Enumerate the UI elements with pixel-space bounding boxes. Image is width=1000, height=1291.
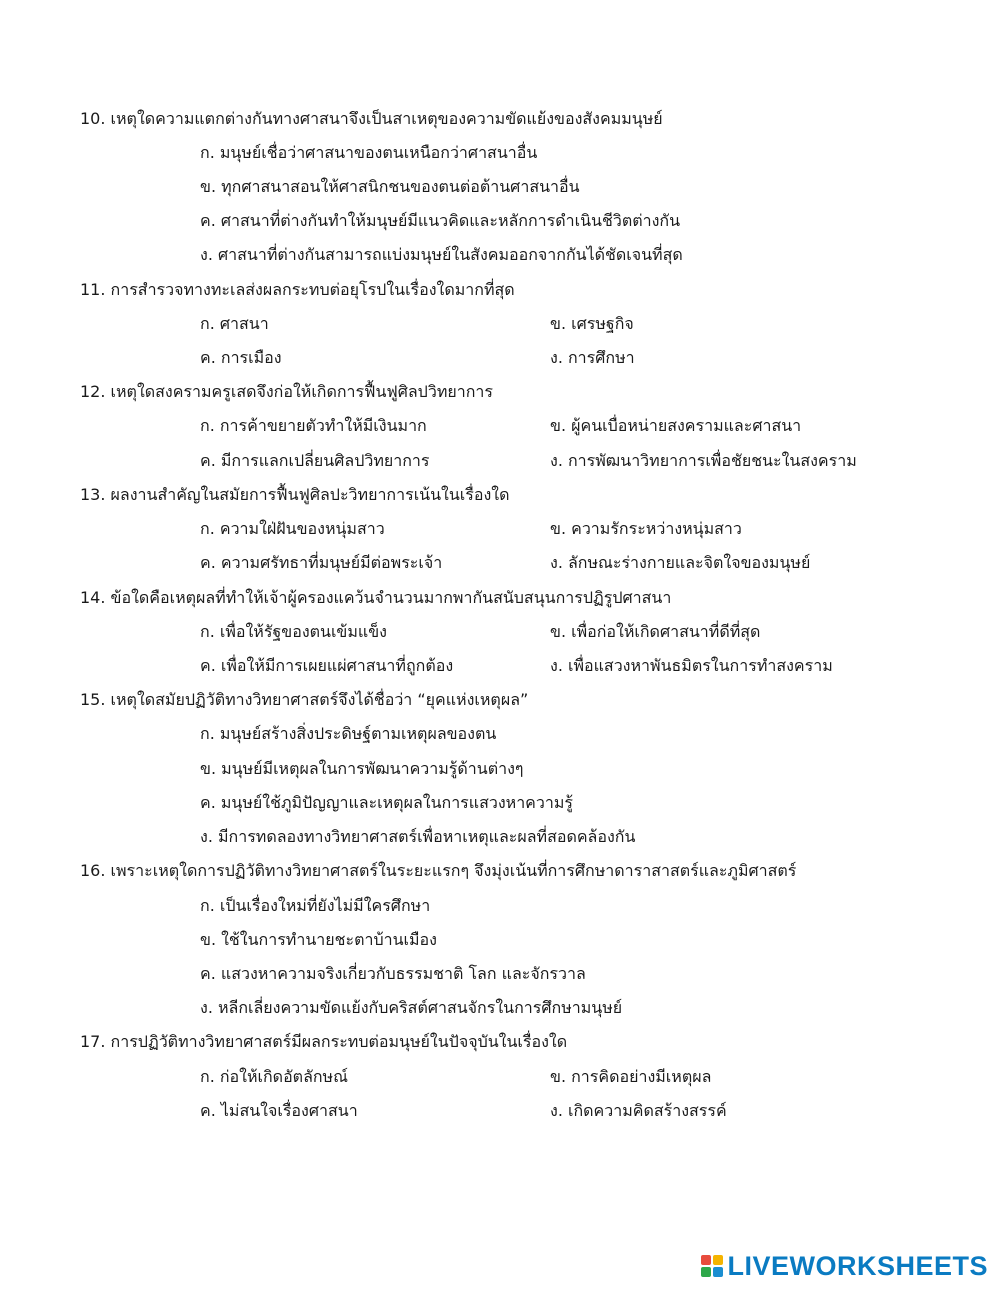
liveworksheets-brand[interactable]: [701, 1251, 988, 1281]
q15-option-c[interactable]: ค. มนุษย์ใช้ภูมิปัญญาและเหตุผลในการแสวงหาความรู้: [200, 793, 573, 812]
q14-option-d[interactable]: ง. เพื่อแสวงหาพันธมิตรในการทำสงคราม: [550, 656, 833, 675]
q17-option-c[interactable]: ค. ไม่สนใจเรื่องศาสนา: [200, 1101, 358, 1120]
q12-option-a[interactable]: ก. การค้าขยายตัวทำให้มีเงินมาก: [200, 416, 427, 435]
q17-option-d[interactable]: ง. เกิดความคิดสร้างสรรค์: [550, 1101, 727, 1120]
question-10: 10. เหตุใดความแตกต่างกันทางศาสนาจึงเป็นสาเหตุของความขัดแย้งของสังคมมนุษย์: [80, 109, 663, 128]
q13-option-d[interactable]: ง. ลักษณะร่างกายและจิตใจของมนุษย์: [550, 553, 811, 572]
logo-square: [713, 1267, 723, 1277]
q12-option-b[interactable]: ข. ผู้คนเบื่อหน่ายสงครามและศาสนา: [550, 416, 802, 435]
question-11: 11. การสำรวจทางทะเลส่งผลกระทบต่อยุโรปในเรื่องใดมากที่สุด: [80, 280, 515, 299]
q11-option-a[interactable]: ก. ศาสนา: [200, 314, 269, 333]
q11-option-d[interactable]: ง. การศึกษา: [550, 348, 635, 367]
q14-option-a[interactable]: ก. เพื่อให้รัฐของตนเข้มแข็ง: [200, 622, 387, 641]
q16-option-b[interactable]: ข. ใช้ในการทำนายชะตาบ้านเมือง: [200, 930, 437, 949]
q11-option-b[interactable]: ข. เศรษฐกิจ: [550, 314, 634, 333]
q15-option-b[interactable]: ข. มนุษย์มีเหตุผลในการพัฒนาความรู้ด้านต่างๆ: [200, 759, 524, 778]
question-15: 15. เหตุใดสมัยปฏิวัติทางวิทยาศาสตร์จึงได้ชื่อว่า “ยุคแห่งเหตุผล”: [80, 690, 529, 709]
logo-square: [701, 1255, 711, 1265]
q10-option-a[interactable]: ก. มนุษย์เชื่อว่าศาสนาของตนเหนือกว่าศาสนาอื่น: [200, 143, 538, 162]
q11-option-c[interactable]: ค. การเมือง: [200, 348, 282, 367]
question-16: 16. เพราะเหตุใดการปฏิวัติทางวิทยาศาสตร์ในระยะแรกๆ จึงมุ่งเน้นที่การศึกษาดาราสาสตร์และภูมิศาสตร์: [80, 861, 797, 880]
q10-option-d[interactable]: ง. ศาสนาที่ต่างกันสามารถแบ่งมนุษย์ในสังคมออกจากกันได้ชัดเจนที่สุด: [200, 245, 683, 264]
question-14: 14. ข้อใดคือเหตุผลที่ทำให้เจ้าผู้ครองแคว้นจำนวนมากพากันสนับสนุนการปฏิรูปศาสนา: [80, 588, 672, 607]
logo-square: [701, 1267, 711, 1277]
q16-option-c[interactable]: ค. แสวงหาความจริงเกี่ยวกับธรรมชาติ โลก และจักรวาล: [200, 964, 586, 983]
brand-name: LIVEWORKSHEETS: [727, 1250, 988, 1281]
question-13: 13. ผลงานสำคัญในสมัยการฟื้นฟูศิลปะวิทยาการเน้นในเรื่องใด: [80, 485, 510, 504]
q14-option-c[interactable]: ค. เพื่อให้มีการเผยแผ่ศาสนาที่ถูกต้อง: [200, 656, 454, 675]
question-12: 12. เหตุใดสงครามครูเสดจึงก่อให้เกิดการฟื้นฟูศิลปวิทยาการ: [80, 382, 493, 401]
question-17: 17. การปฏิวัติทางวิทยาศาสตร์มีผลกระทบต่อมนุษย์ในปัจจุบันในเรื่องใด: [80, 1032, 568, 1051]
q16-option-a[interactable]: ก. เป็นเรื่องใหม่ที่ยังไม่มีใครศึกษา: [200, 896, 431, 915]
q15-option-a[interactable]: ก. มนุษย์สร้างสิ่งประดิษฐ์ตามเหตุผลของตน: [200, 724, 497, 743]
q16-option-d[interactable]: ง. หลีกเลี่ยงความขัดแย้งกับคริสต์ศาสนจักรในการศึกษามนุษย์: [200, 998, 623, 1017]
liveworksheets-logo-icon: [701, 1255, 723, 1277]
q17-option-a[interactable]: ก. ก่อให้เกิดอัตลักษณ์: [200, 1067, 348, 1086]
q12-option-c[interactable]: ค. มีการแลกเปลี่ยนศิลปวิทยาการ: [200, 451, 430, 470]
q13-option-c[interactable]: ค. ความศรัทธาที่มนุษย์มีต่อพระเจ้า: [200, 553, 443, 572]
q10-option-b[interactable]: ข. ทุกศาสนาสอนให้ศาสนิกชนของตนต่อต้านศาสนาอื่น: [200, 177, 580, 196]
q12-option-d[interactable]: ง. การพัฒนาวิทยาการเพื่อชัยชนะในสงคราม: [550, 451, 857, 470]
q13-option-a[interactable]: ก. ความใฝ่ฝันของหนุ่มสาว: [200, 519, 385, 538]
logo-square: [713, 1255, 723, 1265]
q10-option-c[interactable]: ค. ศาสนาที่ต่างกันทำให้มนุษย์มีแนวคิดและหลักการดำเนินชีวิตต่างกัน: [200, 211, 681, 230]
q14-option-b[interactable]: ข. เพื่อก่อให้เกิดศาสนาที่ดีที่สุด: [550, 622, 761, 641]
q15-option-d[interactable]: ง. มีการทดลองทางวิทยาศาสตร์เพื่อหาเหตุและผลที่สอดคล้องกัน: [200, 827, 636, 846]
q17-option-b[interactable]: ข. การคิดอย่างมีเหตุผล: [550, 1067, 712, 1086]
q13-option-b[interactable]: ข. ความรักระหว่างหนุ่มสาว: [550, 519, 742, 538]
